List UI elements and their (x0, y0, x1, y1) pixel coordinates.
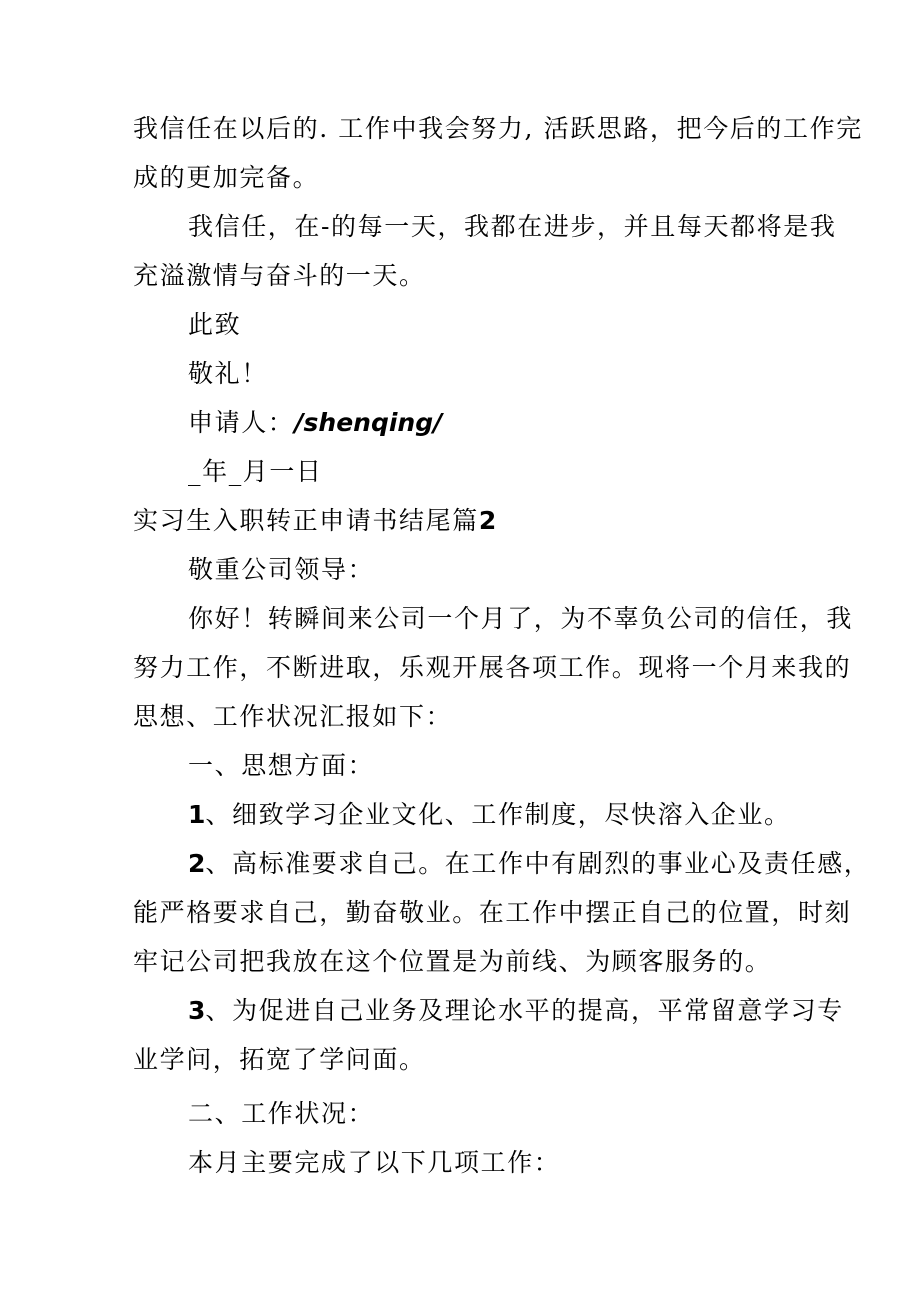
paragraph-line: 我信任在以后的. 工作中我会努力, 活跃思路，把今后的工作完 (133, 114, 863, 143)
date-line: _年_月一日 (188, 457, 323, 486)
paragraph-line: 我信任，在-的每一天，我都在进步，并且每天都将是我 (188, 212, 837, 241)
section-heading (133, 504, 496, 538)
list-item (188, 994, 844, 1028)
heading-number: 2 (478, 506, 497, 535)
paragraph-line: 牢记公司把我放在这个位置是为前线、为顾客服务的。 (133, 947, 772, 976)
paragraph-line: 充溢激情与奋斗的一天。 (133, 261, 426, 290)
paragraph-line: 思想、工作状况汇报如下： (133, 702, 453, 731)
subsection-heading: 二、工作状况： (188, 1099, 375, 1128)
subsection-heading: 一、思想方面： (188, 751, 375, 780)
paragraph-line: 努力工作，不断进取，乐观开展各项工作。现将一个月来我的 (133, 653, 852, 682)
list-item (188, 847, 870, 881)
list-item (188, 798, 791, 832)
paragraph-line: 你好！转瞬间来公司一个月了，为不辜负公司的信任，我 (188, 604, 854, 633)
paragraph-line: 能严格要求自己，勤奋敬业。在工作中摆正自己的位置，时刻 (133, 898, 852, 927)
list-item-number: 3 (188, 996, 206, 1025)
applicant-label: 申请人： (188, 408, 295, 437)
list-item-number: 1 (188, 800, 206, 829)
applicant-line (188, 406, 442, 440)
closing-regards: 敬礼！ (188, 359, 268, 388)
letter-greeting: 敬重公司领导： (188, 555, 375, 584)
applicant-name: /shenqing/ (294, 408, 443, 437)
list-item-text: 、高标准要求自己。在工作中有剧烈的事业心及责任感， (205, 849, 871, 878)
list-item-text: 、细致学习企业文化、工作制度，尽快溶入企业。 (205, 800, 791, 829)
paragraph-line: 业学问，拓宽了学问面。 (133, 1045, 426, 1074)
list-item-text: 、为促进自己业务及理论水平的提高，平常留意学习专 (205, 996, 844, 1025)
list-item-number: 2 (188, 849, 206, 878)
paragraph-line: 成的更加完备。 (133, 163, 320, 192)
closing-salutation: 此致 (188, 310, 242, 339)
heading-text: 实习生入职转正申请书结尾篇 (133, 506, 479, 535)
paragraph-line: 本月主要完成了以下几项工作： (188, 1148, 561, 1177)
